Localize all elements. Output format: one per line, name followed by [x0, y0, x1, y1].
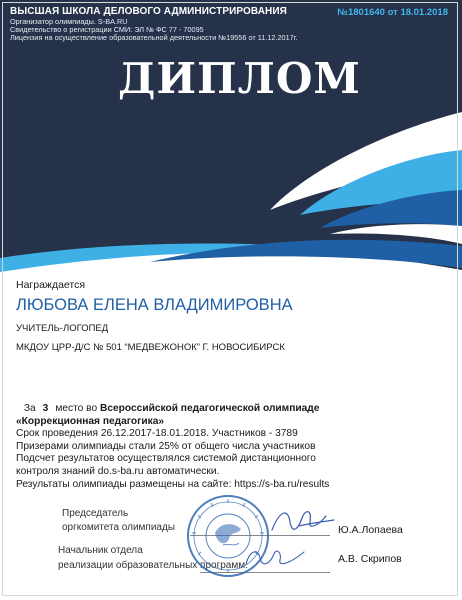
- chair-role-1: Председатель: [62, 508, 129, 519]
- award-text: [16, 403, 446, 491]
- olympiad-topic: «Коррекционная педагогика»: [16, 415, 165, 427]
- head-name: А.В. Скрипов: [338, 553, 402, 565]
- organizer-text: Организатор олимпиады. S-BA.RU: [10, 16, 128, 26]
- award-prefix: За: [23, 403, 36, 414]
- chair-signature: [268, 500, 338, 540]
- org-name: ВЫСШАЯ ШКОЛА ДЕЛОВОГО АДМИНИСТРИРОВАНИЯ: [10, 6, 287, 17]
- license-text: Лицензия на осуществление образовательной деятельности №19556 от 11.12.2017г.: [10, 33, 298, 43]
- results-link[interactable]: Результаты олимпиады размещены на сайте: https://s-ba.ru/results: [16, 478, 330, 490]
- diploma-title: ДИПЛОМ: [118, 54, 361, 103]
- organization-stamp: [185, 493, 271, 579]
- award-place: 3: [42, 403, 49, 414]
- chair-role-2: оргкомитета олимпиады: [62, 522, 176, 533]
- head-role-2: реализации образовательных программ:: [58, 560, 248, 571]
- recipient-name: ЛЮБОВА ЕЛЕНА ВЛАДИМИРОВНА: [16, 296, 293, 314]
- recipient-position: УЧИТЕЛЬ-ЛОГОПЕД: [16, 323, 109, 334]
- awarded-label: Награждается: [16, 279, 86, 291]
- award-place-text: место во: [55, 403, 98, 414]
- media-certificate: Свидетельство о регистрации СМИ: ЭЛ № ФС 77 - 70095: [10, 24, 204, 34]
- method-line-2: контроля знаний do.s-ba.ru автоматически.: [16, 465, 220, 477]
- method-line-1: Подсчет результатов осуществлялся системой дистанционного: [16, 453, 316, 465]
- award-line-1: [16, 403, 446, 416]
- olympiad-name: Всероссийской педагогической олимпиаде: [99, 403, 320, 414]
- olympiad-period: Срок проведения 26.12.2017-18.01.2018. Участников - 3789: [16, 428, 298, 440]
- chair-name: Ю.А.Лопаева: [338, 524, 403, 536]
- header-block: [10, 6, 298, 43]
- olympiad-winners: Призерами олимпиады стали 25% от общего числа участников: [16, 440, 316, 452]
- diploma-number: №1801640 от 18.01.2018: [337, 7, 448, 18]
- recipient-school: МКДОУ ЦРР-Д/С № 501 “МЕДВЕЖОНОК” Г. НОВОСИБИРСК: [16, 342, 285, 353]
- head-role-1: Начальник отдела: [58, 545, 143, 556]
